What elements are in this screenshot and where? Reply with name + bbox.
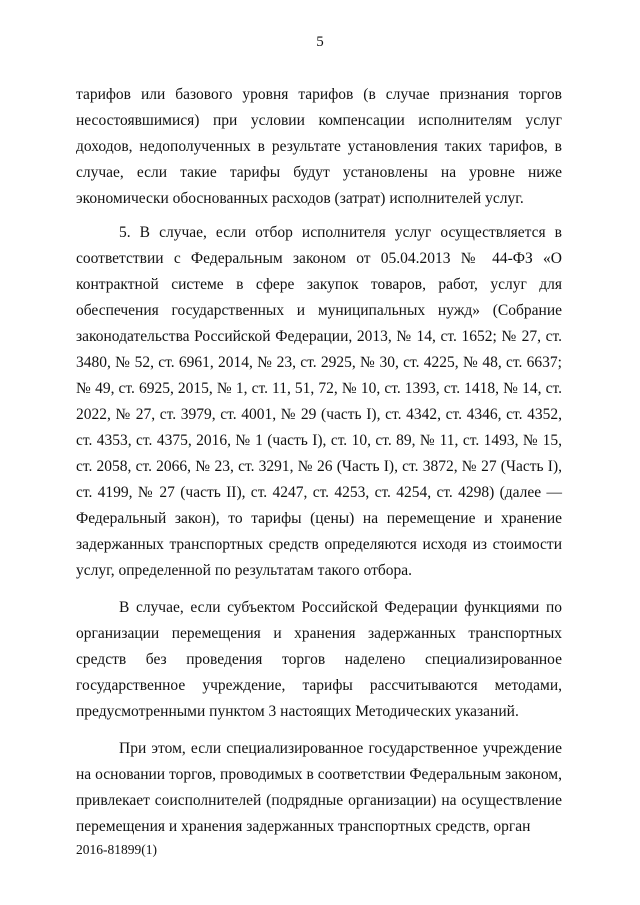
document-code: 2016-81899(1) xyxy=(76,842,157,857)
document-body xyxy=(76,82,562,840)
page-number: 5 xyxy=(316,34,324,50)
paragraph-specialized-institution: В случае, если субъектом Российской Федерации функциями по организации перемещения и хранения задержанных транспортных средств без проведения торгов наделено специализированное государственное учреждение, тарифы рассчитываются методами, предусмотренными пунктом 3 настоящих Методических указаний. xyxy=(76,599,562,720)
paragraph-continuation: тарифов или базового уровня тарифов (в случае признания торгов несостоявшимися) при условии компенсации исполнителям услуг доходов, недополученных в результате установления таких тарифов, в случае, если такие тарифы будут установлены на уровне ниже экономически обоснованных расходов (затрат) исполнителей услуг. xyxy=(76,86,562,207)
paragraph-item-5: 5. В случае, если отбор исполнителя услуг осуществляется в соответствии с Федеральным законом от 05.04.2013 № 44-ФЗ «О контрактной системе в сфере закупок товаров, работ, услуг для обеспечения государственных и муниципальных нужд» (Собрание законодательства Российской Федерации, 2013, № 14, ст. 1652; № 27, ст. 3480, № 52, ст. 6961, 2014, № 23, ст. 2925, № 30, ст. 4225, № 48, ст. 6637; № 49, ст. 6925, 2015, № 1, ст. 11, 51, 72, № 10, ст. 1393, ст. 1418, № 14, ст. 2022, № 27, ст. 3979, ст. 4001, № 29 (часть I), ст. 4342, ст. 4346, ст. 4352, ст. 4353, ст. 4375, 2016, № 1 (часть I), ст. 10, ст. 89, № 11, ст. 1493, № 15, ст. 2058, ст. 2066, № 23, ст. 3291, № 26 (Часть I), ст. 3872, № 27 (Часть I), ст. 4199, № 27 (часть II), ст. 4247, ст. 4253, ст. 4254, ст. 4298) (далее — Федеральный закон), то тарифы (цены) на перемещение и хранение задержанных транспортных средств определяются исходя из стоимости услуг, определенной по результатам такого отбора. xyxy=(76,224,562,579)
paragraph-subcontractors: При этом, если специализированное государственное учреждение на основании торгов, проводимых в соответствии Федеральным законом, привлекает соисполнителей (подрядные организации) на осуществление перемещения и хранения задержанных транспортных средств, орган xyxy=(76,740,562,835)
